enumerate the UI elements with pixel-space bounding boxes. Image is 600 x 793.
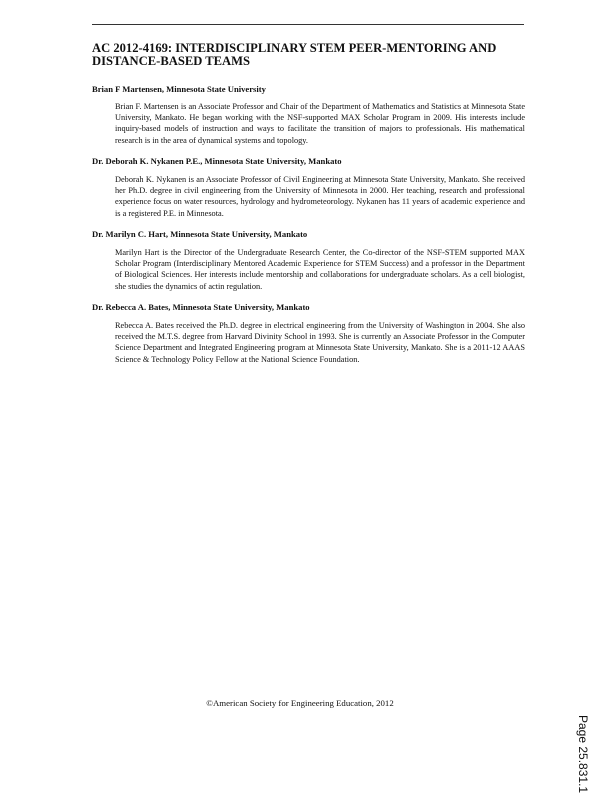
author-name: Dr. Deborah K. Nykanen P.E., Minnesota State University, Mankato — [92, 156, 342, 166]
copyright-footer: ©American Society for Engineering Education, 2012 — [206, 698, 394, 708]
author-name: Dr. Marilyn C. Hart, Minnesota State University, Mankato — [92, 229, 308, 239]
page-number: Page 25.831.1 — [576, 715, 590, 793]
author-bio: Rebecca A. Bates received the Ph.D. degree in electrical engineering from the University of Washington in 2004. She also received the M.T.S. degree from Harvard Divinity School in 1993. She is currently an Associate Professor in the Computer Science Department and Integrated Engineering program at Minnesota State University, Mankato. She is a 2011-12 AAAS Science & Technology Policy Fellow at the National Science Foundation. — [115, 321, 525, 364]
header-rule — [92, 24, 524, 25]
author-bio: Marilyn Hart is the Director of the Undergraduate Research Center, the Co-director of the NSF-STEM supported MAX Scholar Program (Interdisciplinary Mentored Academic Experience for STEM Success) and a professor in the Department of Biological Sciences. Her interests include mentorship and collaborations for undergraduate scholars. As a cell biologist, she studies the dynamics of actin regulation. — [115, 248, 525, 291]
author-bio: Deborah K. Nykanen is an Associate Professor of Civil Engineering at Minnesota State University, Mankato. She received her Ph.D. degree in civil engineering from the University of Minnesota in 2000. Her teaching, research and professional experience focus on water resources, hydrology and hydrometeorology. Nykanen has 11 years of academic experience and is a registered P.E. in Minnesota. — [115, 175, 525, 218]
author-bio: Brian F. Martensen is an Associate Professor and Chair of the Department of Mathematics and Statistics at Minnesota State University, Mankato. He began working with the NSF-supported MAX Scholar Program in 2009. His interests include inquiry-based models of instruction and ways to facilitate the transition of majors to professionals. His mathematical research is in the area of dynamical systems and topology. — [115, 102, 525, 145]
author-name: Brian F Martensen, Minnesota State University — [92, 84, 266, 94]
author-name: Dr. Rebecca A. Bates, Minnesota State University, Mankato — [92, 302, 310, 312]
paper-title: AC 2012-4169: INTERDISCIPLINARY STEM PEER-MENTORING AND DISTANCE-BASED TEAMS — [92, 41, 497, 68]
